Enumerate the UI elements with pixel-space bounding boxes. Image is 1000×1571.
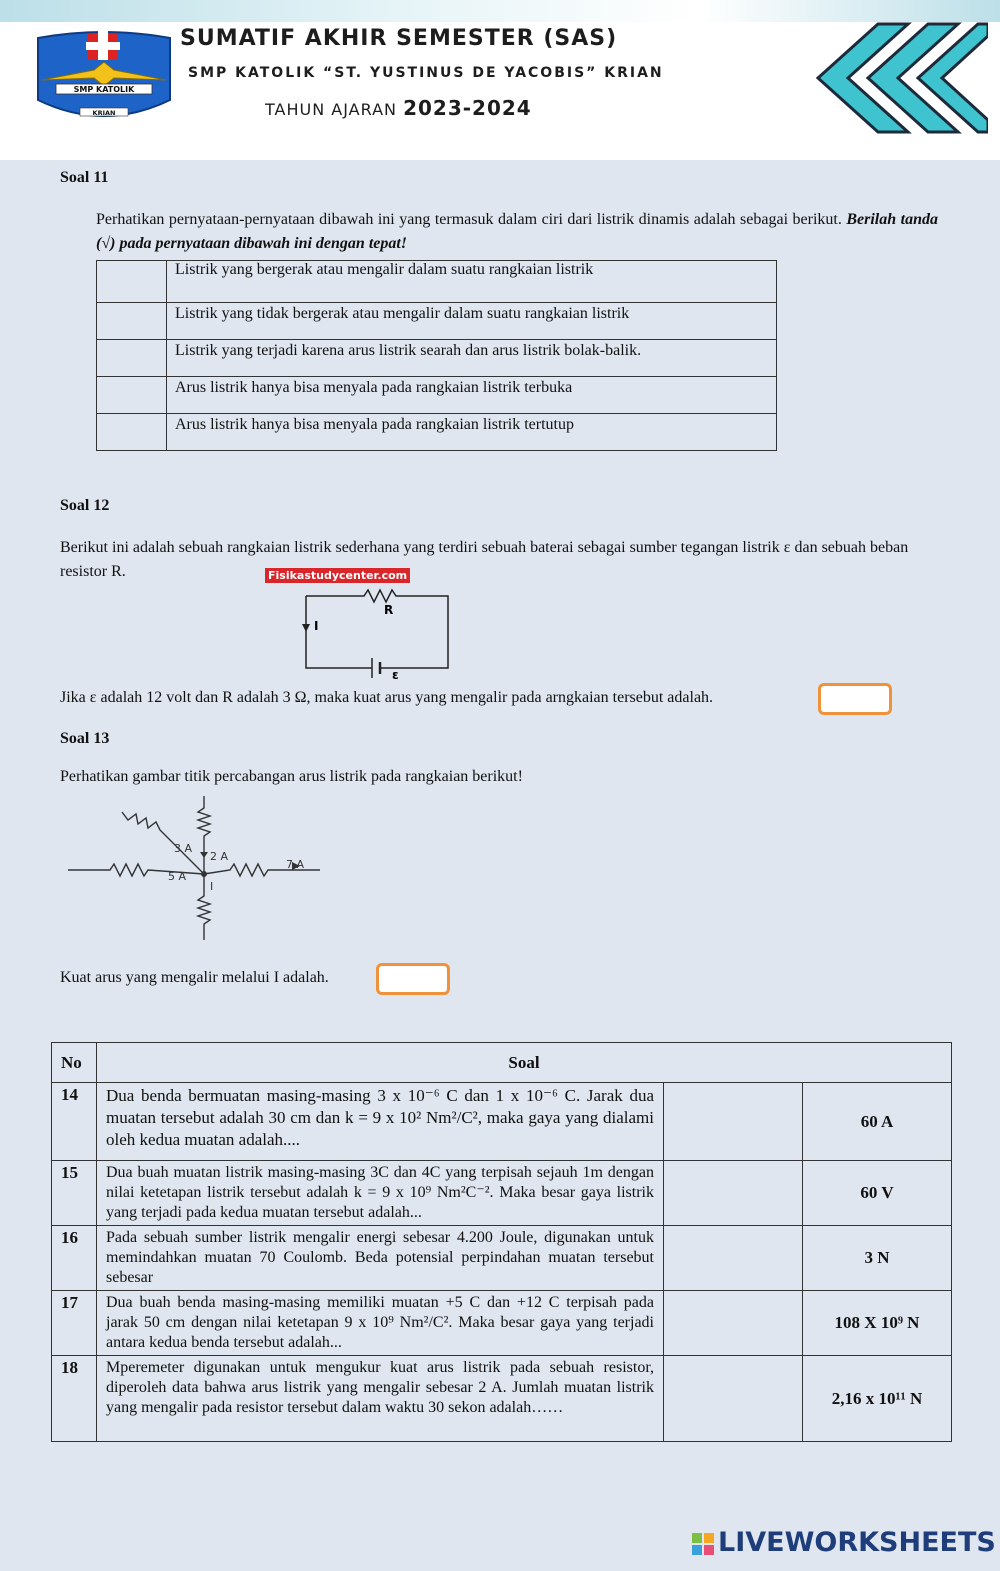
soal-11-intro-text: Perhatikan pernyataan-pernyataan dibawah ini yang termasuk dalam ciri dari listrik dinamis adalah sebagai berikut. (96, 211, 842, 228)
statement-text: Arus listrik hanya bisa menyala pada rangkaian listrik tertutup (167, 414, 777, 451)
soal-12-title: Soal 12 (60, 497, 110, 514)
label-epsilon: ε (392, 668, 399, 680)
row-number: 15 (52, 1161, 97, 1226)
simple-circuit-diagram (296, 588, 456, 680)
checklist-row (97, 377, 777, 414)
checkbox-cell[interactable] (97, 261, 167, 303)
junction-circuit-diagram (64, 794, 326, 944)
page-header (0, 0, 1000, 160)
checkbox-cell[interactable] (97, 414, 167, 451)
soal-12-answer-input[interactable] (818, 683, 892, 715)
brand-text: LIVEWORKSHEETS (718, 1527, 996, 1558)
liveworksheets-logo[interactable] (692, 1527, 996, 1558)
question-text: Mperemeter digunakan untuk mengukur kuat arus listrik pada sebuah resistor, diperoleh data bahwa arus listrik yang mengalir sebesar 2 A. Jumlah muatan listrik yang mengalir pada resistor tersebut dalam waktu 30 sekon adalah…… (97, 1356, 664, 1442)
label-3A: 3 A (174, 842, 193, 855)
soal-13-intro: Perhatikan gambar titik percabangan arus listrik pada rangkaian berikut! (60, 768, 523, 785)
checklist-row (97, 414, 777, 451)
table-row (52, 1161, 952, 1226)
year-value: 2023-2024 (403, 96, 532, 120)
logo-text-bottom: KRIAN (92, 109, 116, 117)
question-text: Dua buah muatan listrik masing-masing 3C dan 4C yang terpisah sejauh 1m dengan nilai ketetapan listrik tersebut adalah k = 9 x 10⁹ Nm²C⁻². Maka besar gaya listrik yang terjadi pada kedua muatan tersebut adalah... (97, 1161, 664, 1226)
checkbox-cell[interactable] (97, 377, 167, 414)
soal-11-title: Soal 11 (60, 169, 109, 186)
answer-option[interactable]: 3 N (803, 1226, 952, 1291)
chevron-decoration-icon (808, 18, 988, 138)
table-row (52, 1226, 952, 1291)
year-label: TAHUN AJARAN (265, 100, 397, 119)
soal-11-intro (96, 208, 938, 256)
question-text: Pada sebuah sumber listrik mengalir energi sebesar 4.200 Joule, digunakan untuk memindahkan muatan 70 Coulomb. Beda potensial perpindahan muatan tersebut sebesar (97, 1226, 664, 1291)
row-number: 17 (52, 1291, 97, 1356)
source-watermark: Fisikastudycenter.com (265, 568, 410, 583)
statement-text: Listrik yang bergerak atau mengalir dalam suatu rangkaian listrik (167, 261, 777, 303)
table-row (52, 1356, 952, 1442)
statement-text: Listrik yang tidak bergerak atau mengalir dalam suatu rangkaian listrik (167, 303, 777, 340)
answer-option[interactable]: 2,16 x 10¹¹ N (803, 1356, 952, 1442)
label-I: I (210, 880, 214, 893)
logo-text-top: SMP KATOLIK (73, 85, 135, 94)
answer-drop-cell[interactable] (664, 1291, 803, 1356)
answer-option[interactable]: 108 X 10⁹ N (803, 1291, 952, 1356)
checklist-row (97, 340, 777, 377)
soal-12-intro: Berikut ini adalah sebuah rangkaian listrik sederhana yang terdiri sebuah baterai sebagai sumber tegangan listrik ε dan sebuah beban resistor R. (60, 539, 909, 580)
soal-13-title: Soal 13 (60, 730, 110, 747)
exam-title: SUMATIF AKHIR SEMESTER (SAS) (180, 26, 618, 51)
table-row (52, 1291, 952, 1356)
soal-11-instruction: Berilah tanda (√) pada pernyataan dibawah ini dengan tepat! (96, 211, 938, 252)
answer-drop-cell[interactable] (664, 1226, 803, 1291)
label-R: R (384, 603, 394, 617)
header-no: No (52, 1043, 97, 1083)
answer-option[interactable]: 60 A (803, 1083, 952, 1161)
school-logo-icon (34, 28, 174, 128)
label-5A: 5 A (168, 870, 187, 883)
table-row (52, 1083, 952, 1161)
statement-text: Listrik yang terjadi karena arus listrik searah dan arus listrik bolak-balik. (167, 340, 777, 377)
table-header-row (52, 1043, 952, 1083)
question-text: Dua benda bermuatan masing-masing 3 x 10⁻⁶ C dan 1 x 10⁻⁶ C. Jarak dua muatan tersebut adalah 30 cm dan k = 9 x 10² Nm²/C², maka gaya yang dialami oleh kedua muatan adalah.... (97, 1083, 664, 1161)
checklist-row (97, 303, 777, 340)
header-soal: Soal (97, 1043, 952, 1083)
answer-drop-cell[interactable] (664, 1161, 803, 1226)
label-I: I (314, 619, 319, 633)
soal-12-question: Jika ε adalah 12 volt dan R adalah 3 Ω, maka kuat arus yang mengalir pada arngkaian tersebut adalah. (60, 689, 714, 706)
statement-checklist (96, 260, 777, 451)
label-2A: 2 A (210, 850, 229, 863)
soal-13-answer-input[interactable] (376, 963, 450, 995)
statement-text: Arus listrik hanya bisa menyala pada rangkaian listrik terbuka (167, 377, 777, 414)
soal-13-question: Kuat arus yang mengalir melalui I adalah. (60, 969, 329, 986)
school-name: SMP KATOLIK “ST. YUSTINUS DE YACOBIS” KRIAN (188, 65, 664, 81)
row-number: 16 (52, 1226, 97, 1291)
row-number: 14 (52, 1083, 97, 1161)
answer-option[interactable]: 60 V (803, 1161, 952, 1226)
questions-table (51, 1042, 952, 1442)
answer-drop-cell[interactable] (664, 1083, 803, 1161)
row-number: 18 (52, 1356, 97, 1442)
label-7A: 7 A (286, 858, 305, 871)
checklist-row (97, 261, 777, 303)
question-text: Dua buah benda masing-masing memiliki muatan +5 C dan +12 C terpisah pada jarak 50 cm dengan nilai ketetapan 9 x 10⁹ Nm²/C². Maka besar gaya yang terjadi antara kedua benda tersebut adalah... (97, 1291, 664, 1356)
checkbox-cell[interactable] (97, 303, 167, 340)
academic-year (265, 96, 532, 120)
answer-drop-cell[interactable] (664, 1356, 803, 1442)
checkbox-cell[interactable] (97, 340, 167, 377)
liveworksheets-mark-icon (692, 1533, 714, 1555)
